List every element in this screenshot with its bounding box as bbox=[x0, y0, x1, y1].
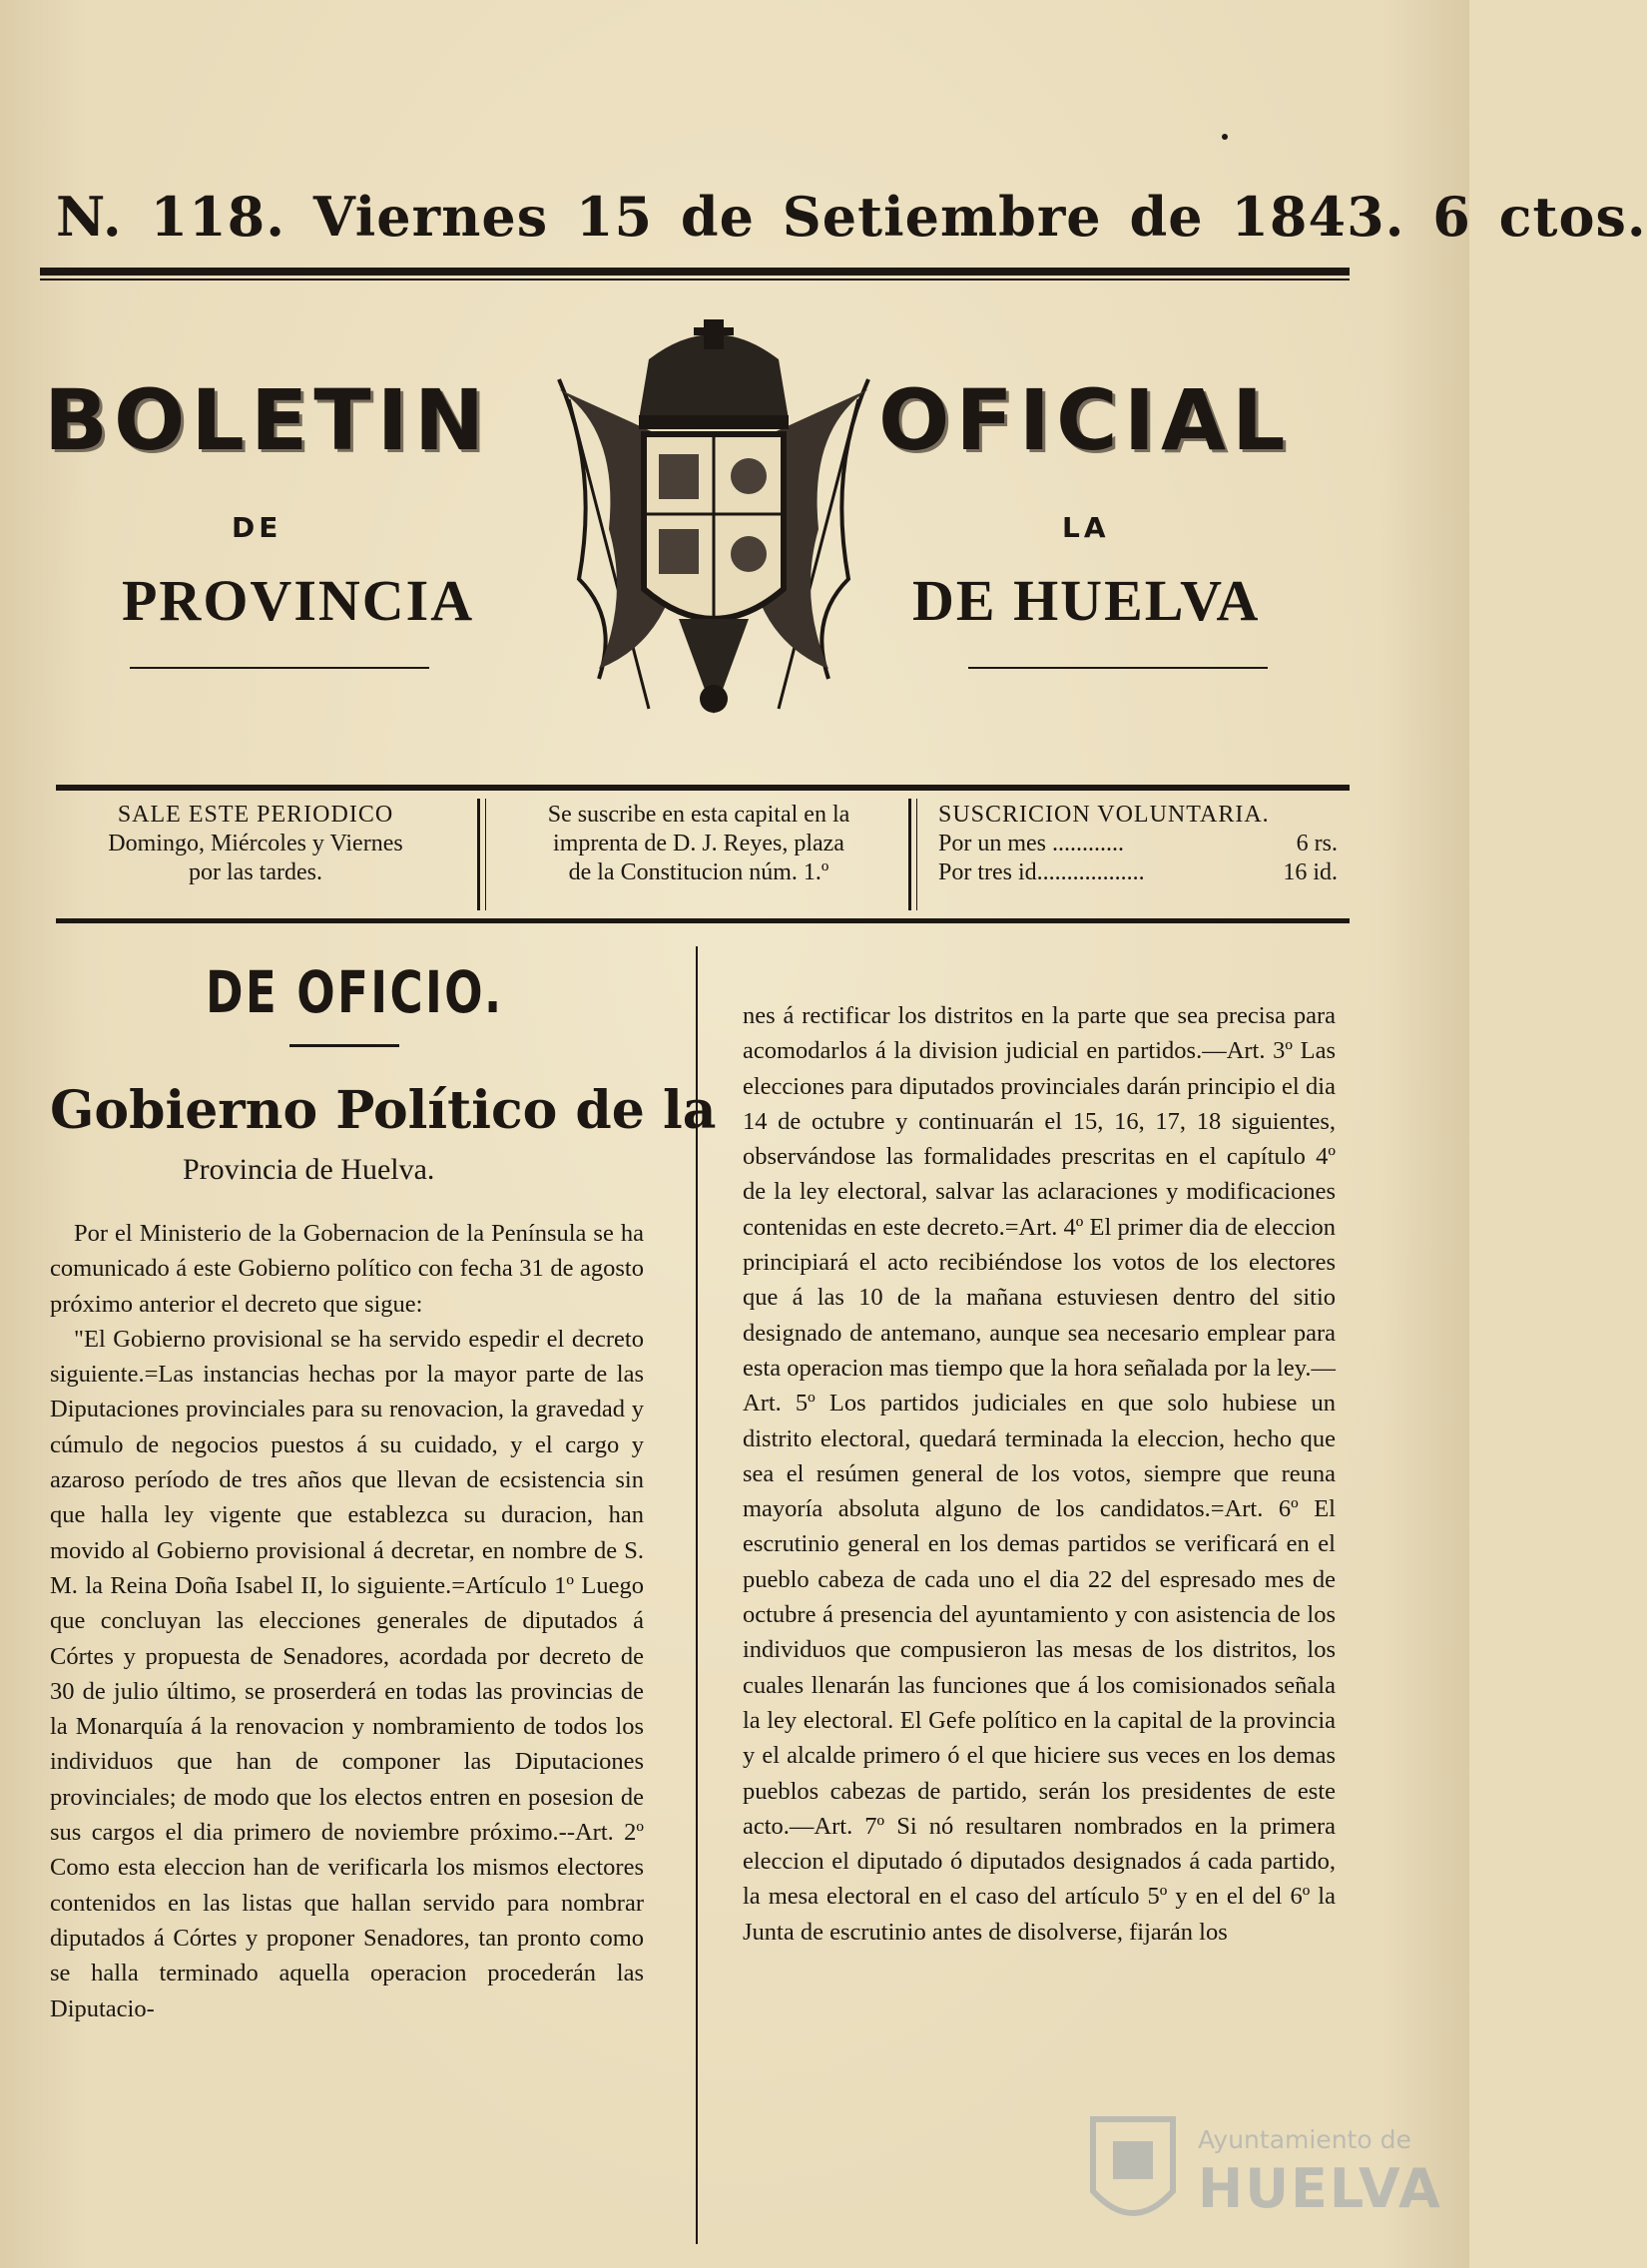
left-paragraph-1: Por el Ministerio de la Gobernacion de la Península se ha comunicado á este Gobierno político con fecha 31 de agosto próximo anterior el decreto que sigue: bbox=[50, 1220, 644, 1318]
title-de-huelva: DE HUELVA bbox=[912, 568, 1261, 633]
ink-speck bbox=[1222, 134, 1228, 140]
subscription-line-1: Se suscribe en esta capital en la bbox=[547, 802, 850, 828]
price-row-month bbox=[938, 830, 1338, 858]
watermark-line-2: HUELVA bbox=[1198, 2157, 1442, 2220]
title-provincia: PROVINCIA bbox=[122, 568, 475, 633]
info-divider-2b bbox=[916, 799, 917, 910]
masthead-rule bbox=[40, 268, 1350, 276]
subscription-prices bbox=[938, 801, 1338, 887]
info-bottom-rule bbox=[56, 918, 1350, 923]
info-divider-1b bbox=[485, 799, 486, 910]
title-underline-right bbox=[968, 667, 1268, 669]
archive-watermark bbox=[1083, 2111, 1442, 2241]
watermark-line-1: Ayuntamiento de bbox=[1198, 2125, 1411, 2154]
subscription-place bbox=[493, 801, 904, 887]
gobierno-heading: Gobierno Político de la bbox=[50, 1080, 717, 1141]
masthead-rule-thin bbox=[40, 279, 1350, 281]
section-ornament bbox=[289, 1044, 399, 1047]
section-heading: DE OFICIO. bbox=[206, 958, 504, 1026]
info-divider-1 bbox=[477, 799, 480, 910]
city-shield-icon bbox=[1083, 2111, 1183, 2235]
title-la: LA bbox=[1062, 511, 1110, 544]
publication-schedule bbox=[46, 801, 465, 887]
price-row-three-months bbox=[938, 858, 1338, 887]
info-divider-2 bbox=[908, 799, 911, 910]
price-row-three-value: 16 id. bbox=[1283, 859, 1338, 885]
left-paragraph-2: "El Gobierno provisional se ha servido espedir el decreto siguiente.=Las instancias hechas por la mayor parte de las Diputaciones provinciales para su renovacion, la gravedad y cúmulo de negocios puestos á su cuidado, y el cargo y azaroso período de tres años que llevan de ecsistencia sin que halla ley vigente que establezca su duracion, han movido al Gobierno provisional á decretar, en nombre de S. M. la Reina Doña Isabel II, lo siguiente.=Artículo 1º Luego que concluyan las elecciones generales de diputados á Córtes y propuesta de Senadores, acordada por decreto de 30 de julio último, se proserderá en todas las provincias de la Monarquía á la renovacion y nombramiento de todos los individuos que han de componer las Diputaciones provinciales; de modo que los electos entren en posesion de sus cargos el dia primero de noviembre próximo.--Art. 2º Como esta eleccion han de verificarla los mismos electores contenidos en las listas que hallan servido para nombrar diputados á Córtes y proponer Senadores, tan pronto como se halla terminado aquella operacion procederán las Diputacio- bbox=[50, 1325, 644, 2022]
gobierno-subheading: Provincia de Huelva. bbox=[183, 1153, 435, 1186]
left-column-text bbox=[50, 1216, 644, 2026]
prices-title: SUSCRICION VOLUNTARIA. bbox=[938, 802, 1270, 828]
price-row-month-label: Por un mes ............ bbox=[938, 831, 1124, 856]
subscription-line-2: imprenta de D. J. Reyes, plaza bbox=[553, 831, 844, 856]
price-row-three-label: Por tres id.................. bbox=[938, 859, 1145, 885]
title-oficial: OFICIAL bbox=[878, 371, 1292, 469]
info-top-rule bbox=[56, 785, 1350, 791]
schedule-time: por las tardes. bbox=[189, 859, 322, 885]
right-paragraph-1: nes á rectificar los distritos en la parte que sea precisa para acomodarlos á la division judicial en partidos.—Art. 3º Las elecciones para diputados provinciales darán principio el dia 14 de octubre y continuarán el 15, 16, 17, 18 siguientes, observándose las formalidades prescritas en el capítulo 4º de la ley electoral, salvar las aclaraciones y modificaciones contenidas en este decreto.=Art. 4º El primer dia de eleccion principiará el acto recibiéndose los votos de los electores que á las 10 de la mañana estuviesen dentro del sitio designado de antemano, aunque sea necesario emplear para esta operacion mas tiempo que la hora señalada por la ley.—Art. 5º Los partidos judiciales en que solo hubiese un distrito electoral, quedará terminada la eleccion, hecho que sea el resúmen general de los votos, siempre que reuna mayoría absoluta alguno de los candidatos.=Art. 6º El escrutinio general en los demas partidos se verificará en el pueblo cabeza de cada uno el dia 22 del espresado mes de octubre á presencia del ayuntamiento y con asistencia de los individuos que compusieron las mesas de los distritos, los cuales llenarán las funciones que á los comisionados señala la ley electoral. El Gefe político en la capital de la provincia y el alcalde primero ó el que hiciere sus veces en los demas pueblos cabezas de partido, serán los presidentes de este acto.—Art. 7º Si nó resultaren nombrados en la primera eleccion el diputado ó diputados designados á cada partido, la mesa electoral en el caso del artículo 5º y en el del 6º la Junta de escrutinio antes de disolverse, fijarán los bbox=[743, 1002, 1336, 1946]
column-divider bbox=[696, 946, 698, 2244]
subscription-line-3: de la Constitucion núm. 1.º bbox=[568, 859, 829, 885]
title-boletin: BOLETIN bbox=[44, 371, 491, 469]
issue-line: N. 118. Viernes 15 de Setiembre de 1843. 6 ctos. bbox=[56, 185, 1647, 249]
schedule-title: SALE ESTE PERIODICO bbox=[117, 802, 394, 828]
right-column-text bbox=[743, 998, 1336, 1950]
schedule-days: Domingo, Miércoles y Viernes bbox=[108, 831, 403, 856]
royal-coat-of-arms-icon bbox=[539, 319, 888, 729]
price-row-month-value: 6 rs. bbox=[1296, 831, 1338, 856]
title-underline-left bbox=[130, 667, 429, 669]
title-de: DE bbox=[232, 511, 282, 544]
